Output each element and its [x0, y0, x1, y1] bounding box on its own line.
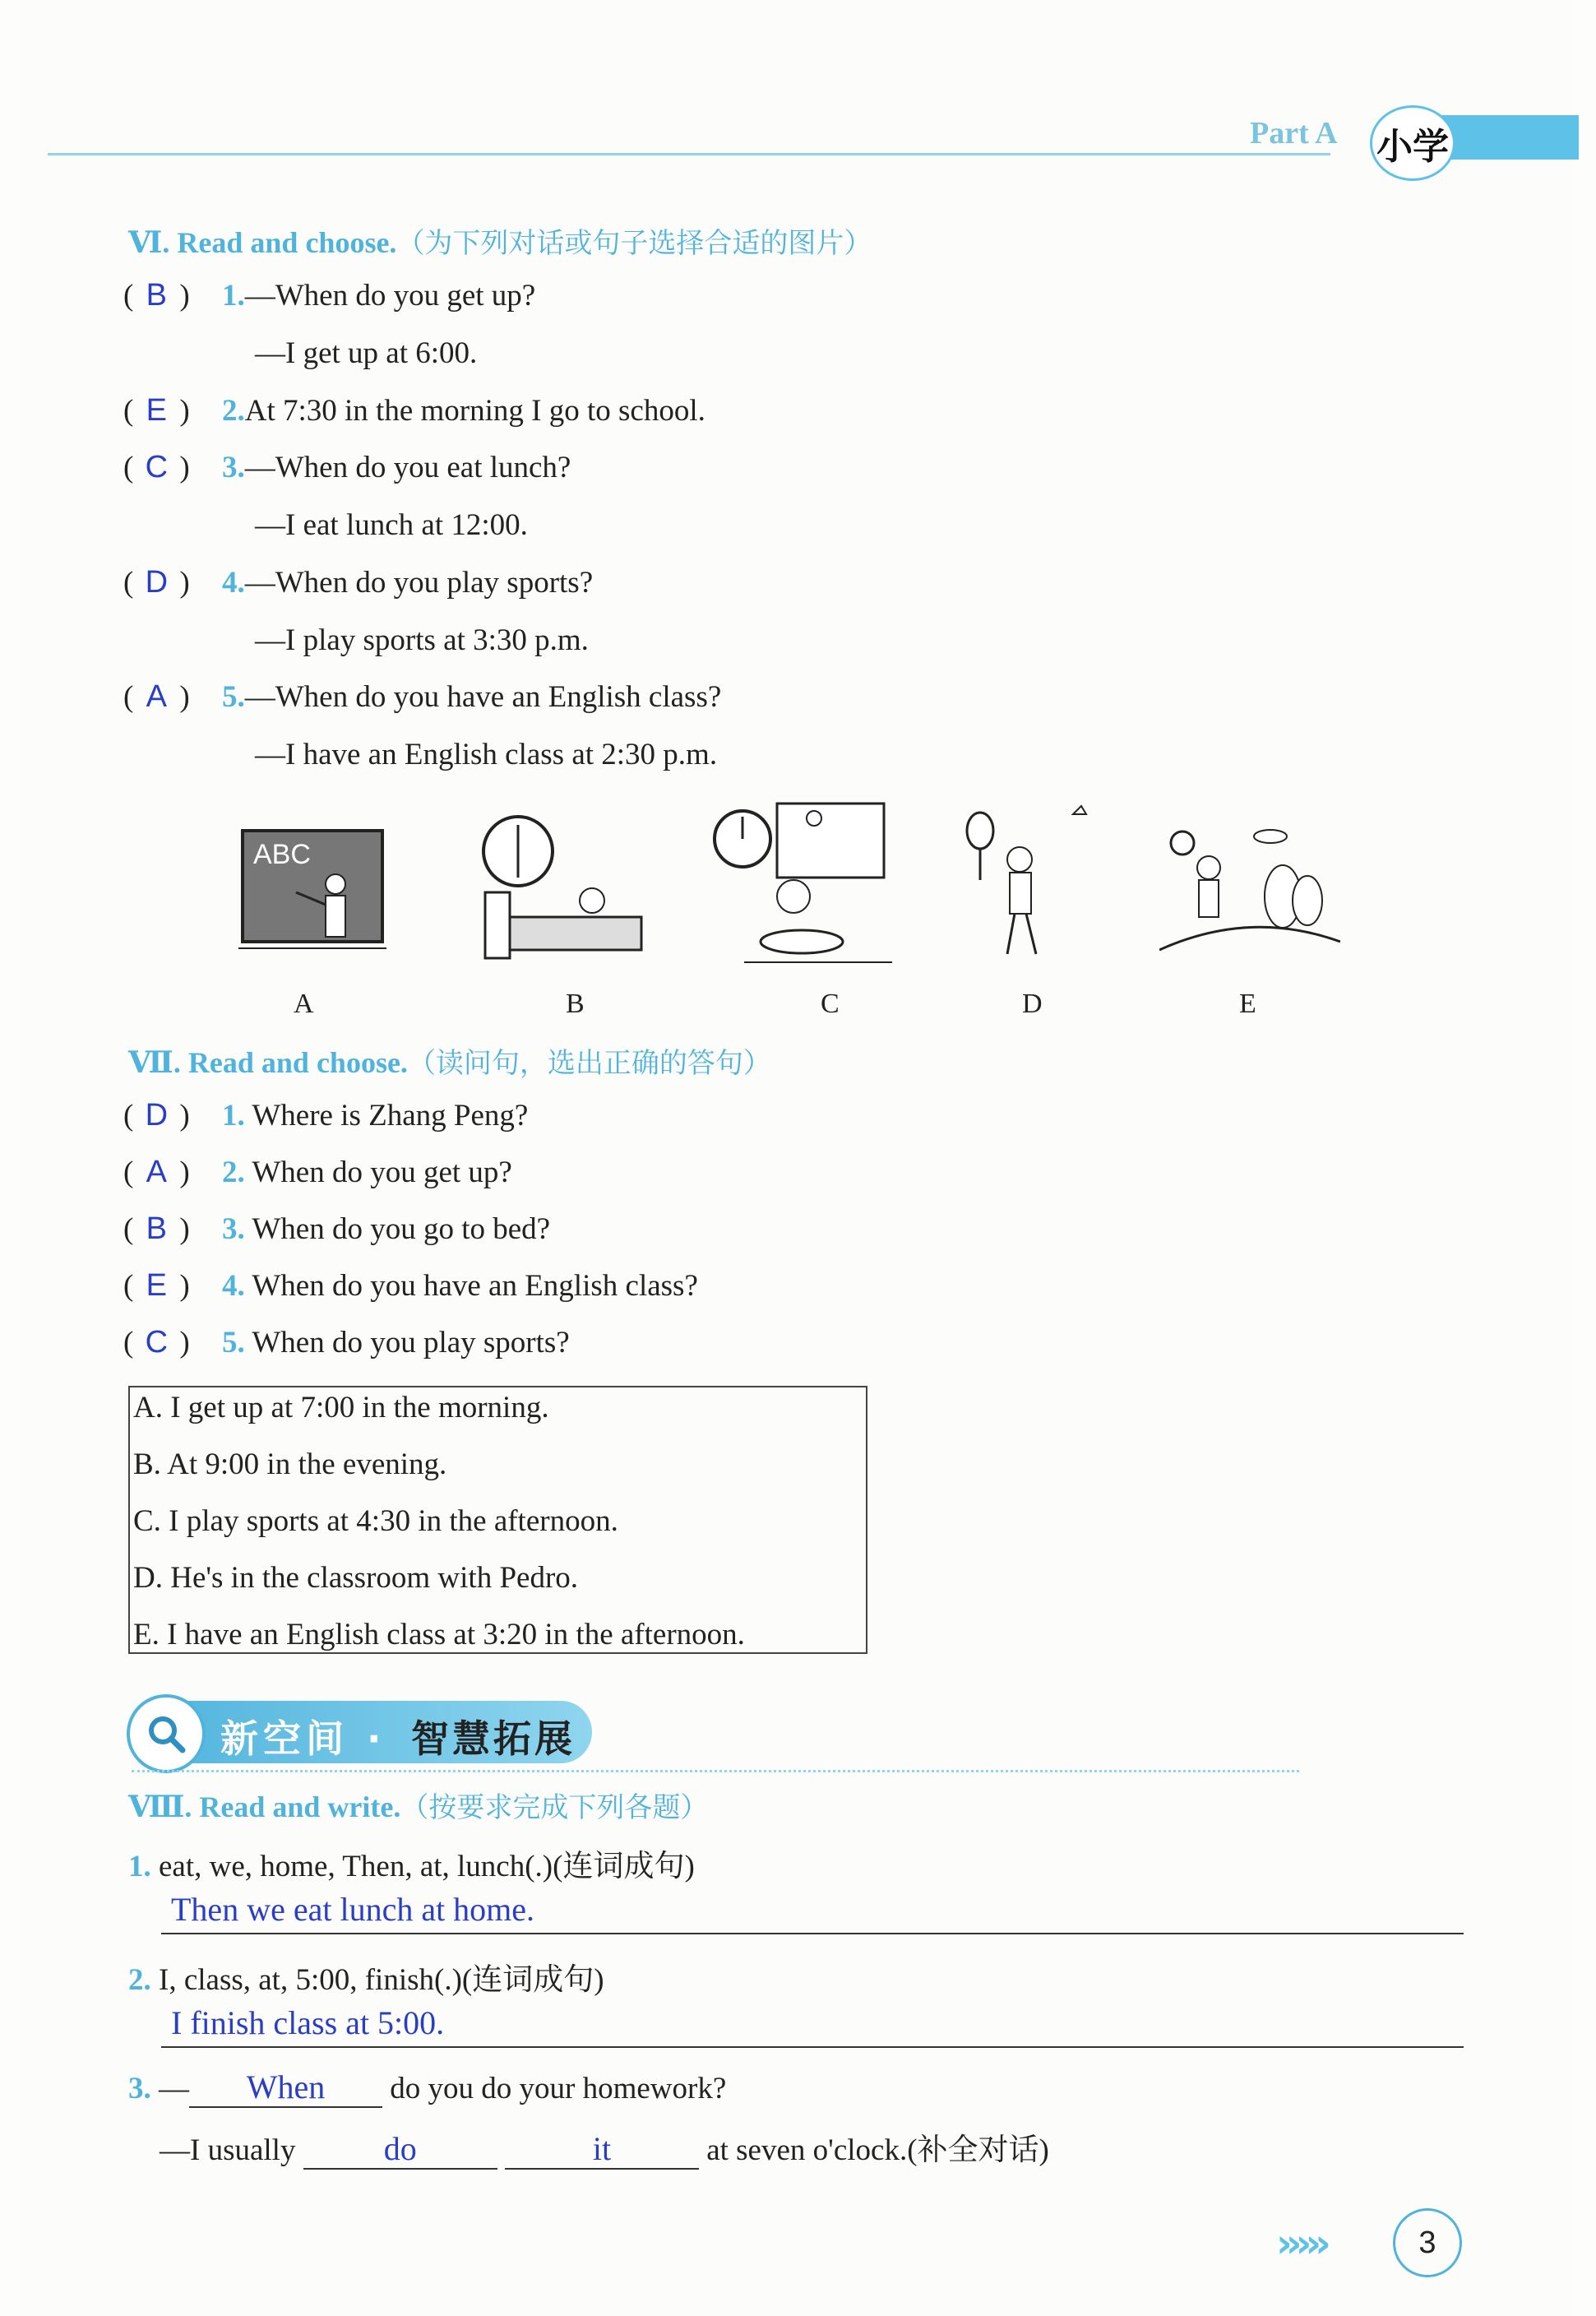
- s8-q3-line2-end: at seven o'clock.(补全对话): [706, 2133, 1049, 2167]
- section7-title: [128, 1040, 771, 1081]
- banner-title-1: [220, 1709, 386, 1763]
- section8-title-en: Ⅷ. Read and write.: [128, 1790, 401, 1823]
- s6-num-5: 5.: [222, 680, 245, 714]
- s6-item-1: ( B ) 1.—When do you get up?: [123, 278, 536, 313]
- s7-num-4: 4.: [222, 1269, 245, 1303]
- picture-label-a: A: [294, 989, 314, 1019]
- s7-answer-5: C: [145, 1325, 169, 1359]
- picture-label-c: C: [821, 989, 840, 1019]
- header-part-label: Part A: [1250, 116, 1338, 151]
- s8-q1-answer: Then we eat lunch at home.: [171, 1891, 535, 1928]
- board-text: ABC: [253, 839, 311, 870]
- s8-q3-blank-2: do: [303, 2129, 497, 2170]
- s7-text-4: When do you have an English class?: [252, 1269, 698, 1303]
- s6-text-5: —When do you have an English class?: [244, 680, 722, 714]
- s8-q2-prompt: [128, 1954, 604, 1999]
- s7-text-2: When do you get up?: [252, 1156, 512, 1189]
- s8-q1-prompt: [128, 1841, 695, 1885]
- option-e: E. I have an English class at 3:20 in the afternoon.: [133, 1618, 745, 1651]
- picture-label-e: E: [1239, 989, 1256, 1019]
- banner-part1: 新空间: [220, 1716, 349, 1761]
- option-c: C. I play sports at 4:30 in the afternoon.: [133, 1504, 618, 1538]
- s8-q2-answer: I finish class at 5:00.: [171, 2004, 445, 2041]
- picture-b-bed-clock: [477, 802, 650, 970]
- s6-answer-1: B: [146, 278, 167, 313]
- s8-q3-blank-1: When: [189, 2068, 382, 2108]
- s7-num-5: 5.: [222, 1326, 245, 1359]
- s6-text-1: —When do you get up?: [244, 279, 536, 313]
- s7-item-1: ( D ) 1. Where is Zhang Peng?: [123, 1098, 529, 1133]
- s7-num-2: 2.: [222, 1156, 245, 1189]
- section7-title-cn: （读问句，选出正确的答句）: [407, 1047, 771, 1080]
- s6-item-5: ( A ) 5.—When do you have an English class?: [123, 679, 722, 714]
- s6-answer-4: D: [145, 565, 169, 600]
- s8-q1-text: eat, we, home, Then, at, lunch(.)(连词成句): [159, 1850, 695, 1883]
- s6-item-3: ( C ) 3.—When do you eat lunch?: [123, 450, 571, 484]
- picture-label-b: B: [566, 989, 585, 1019]
- s6-answer-5: A: [146, 679, 167, 714]
- header-badge: 小学: [1370, 105, 1455, 181]
- picture-label-d: D: [1022, 989, 1043, 1019]
- s7-answer-1: D: [145, 1098, 169, 1133]
- banner-title-2: 智慧拓展: [411, 1716, 576, 1761]
- s8-q3-line2-start: —I usually: [160, 2133, 296, 2167]
- section8-title: [128, 1785, 708, 1825]
- arrow-decoration-icon: ›››››: [1276, 2221, 1325, 2267]
- section6-title: [128, 220, 872, 261]
- s6-num-2: 2.: [222, 394, 245, 428]
- s7-text-5: When do you play sports?: [252, 1326, 570, 1359]
- s8-q2-answer-line: [161, 2046, 1464, 2048]
- section8-title-cn: （按要求完成下列各题）: [400, 1791, 709, 1824]
- page-number: 3: [1393, 2208, 1462, 2277]
- s7-answer-2: A: [146, 1155, 167, 1189]
- s7-text-3: When do you go to bed?: [252, 1212, 551, 1246]
- s7-item-2: ( A ) 2. When do you get up?: [123, 1155, 512, 1189]
- s7-item-3: ( B ) 3. When do you go to bed?: [123, 1211, 551, 1246]
- s6-num-1: 1.: [222, 279, 245, 313]
- s8-q2-num: 2.: [128, 1963, 151, 1997]
- banner-sep: ·: [367, 1716, 386, 1761]
- s8-q3-after1: do you do your homework?: [390, 2072, 727, 2105]
- option-d: D. He's in the classroom with Pedro.: [133, 1561, 579, 1595]
- s7-text-1: Where is Zhang Peng?: [252, 1099, 529, 1133]
- s6-item-4: ( D ) 4.—When do you play sports?: [123, 565, 594, 600]
- picture-c-lunch: [711, 802, 892, 970]
- s8-q1-answer-line: [161, 1933, 1464, 1934]
- s8-q3-dash: —: [159, 2072, 189, 2105]
- magnifier-icon: [127, 1694, 206, 1773]
- banner-dotted-rule: [132, 1770, 1299, 1772]
- picture-e-school-walk: [1159, 802, 1340, 970]
- s7-item-5: ( C ) 5. When do you play sports?: [123, 1325, 570, 1359]
- s7-answer-4: E: [146, 1268, 167, 1303]
- option-b: B. At 9:00 in the evening.: [133, 1448, 447, 1481]
- s7-num-1: 1.: [222, 1099, 245, 1133]
- s6-num-3: 3.: [222, 451, 245, 484]
- s6-item-1-reply: —I get up at 6:00.: [255, 336, 478, 370]
- s8-q2-text: I, class, at, 5:00, finish(.)(连词成句): [159, 1963, 604, 1997]
- s6-item-5-reply: —I have an English class at 2:30 p.m.: [255, 738, 718, 771]
- s8-q3-line1: [128, 2068, 726, 2108]
- s6-item-3-reply: —I eat lunch at 12:00.: [255, 508, 528, 542]
- s8-q3-num: 3.: [128, 2072, 151, 2105]
- s6-answer-3: C: [145, 450, 169, 484]
- s8-q3-line2: [160, 2124, 1049, 2170]
- picture-d-badminton: [962, 802, 1102, 970]
- s6-text-2: At 7:30 in the morning I go to school.: [244, 394, 705, 428]
- s6-text-3: —When do you eat lunch?: [244, 451, 571, 484]
- s7-item-4: ( E ) 4. When do you have an English class?: [123, 1268, 698, 1303]
- section6-title-cn: （为下列对话或句子选择合适的图片）: [396, 227, 872, 260]
- s8-q1-num: 1.: [128, 1850, 151, 1883]
- s6-num-4: 4.: [222, 566, 245, 600]
- section6-title-en: Ⅵ. Read and choose.: [128, 226, 397, 259]
- option-a: A. I get up at 7:00 in the morning.: [133, 1391, 549, 1424]
- header-rule: [48, 153, 1330, 155]
- s7-answer-3: B: [146, 1211, 167, 1246]
- s6-text-4: —When do you play sports?: [244, 566, 594, 600]
- s6-item-2: ( E ) 2.At 7:30 in the morning I go to school.: [123, 393, 705, 428]
- s8-q3-blank-3: it: [505, 2129, 699, 2170]
- picture-a-classroom: [238, 802, 386, 970]
- s7-num-3: 3.: [222, 1212, 245, 1246]
- section7-title-en: Ⅶ. Read and choose.: [128, 1046, 408, 1079]
- s6-answer-2: E: [146, 393, 167, 428]
- s6-item-4-reply: —I play sports at 3:30 p.m.: [255, 623, 589, 657]
